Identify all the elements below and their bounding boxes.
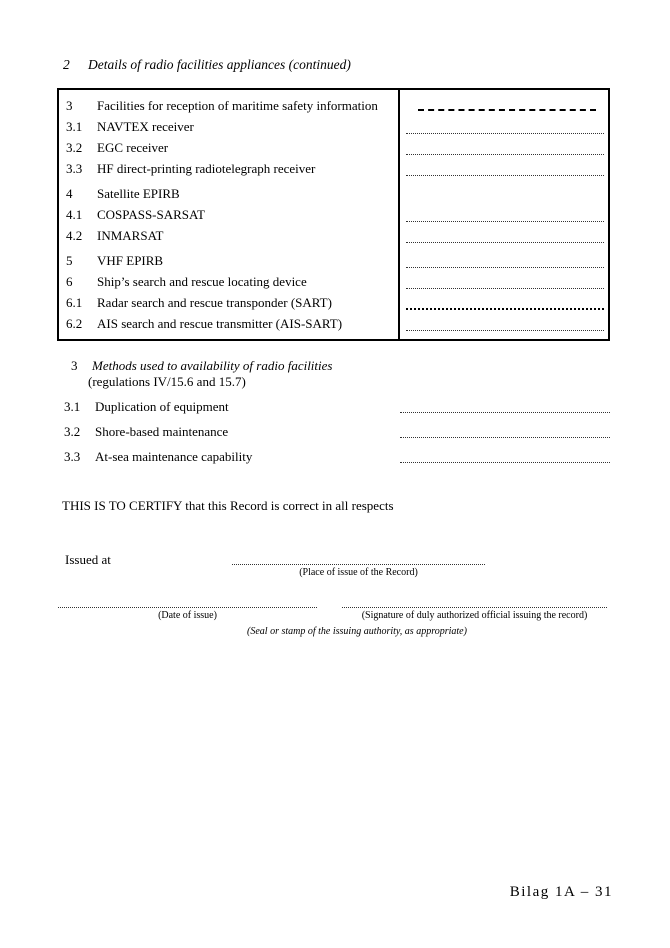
section-2-title: Details of radio facilities appliances (continued) — [88, 57, 351, 72]
item-label: Facilities for reception of maritime safety information — [97, 98, 378, 113]
entry-cell — [398, 116, 608, 137]
certify-statement: THIS IS TO CERTIFY that this Record is correct in all respects — [62, 498, 394, 513]
item-number: 3.3 — [64, 449, 81, 464]
item-number: 3.3 — [66, 161, 83, 176]
entry-blank-line — [400, 412, 610, 413]
item-number: 6.1 — [66, 295, 83, 310]
entry-cell — [398, 183, 608, 204]
item-label: Radar search and rescue transponder (SART) — [97, 295, 332, 310]
table-row — [59, 292, 608, 313]
availability-row — [57, 444, 610, 469]
item-number: 3 — [66, 98, 73, 113]
item-number: 3.1 — [64, 399, 81, 414]
signature-blank-line — [342, 598, 607, 608]
issued-at-label: Issued at — [65, 552, 111, 567]
entry-cell — [398, 158, 608, 179]
availability-row — [57, 394, 610, 419]
entry-blank-line — [406, 221, 604, 222]
item-number: 4 — [66, 186, 73, 201]
item-label: EGC receiver — [97, 140, 169, 155]
item-number: 3.1 — [66, 119, 83, 134]
table-row — [59, 225, 608, 246]
item-label: Satellite EPIRB — [97, 186, 180, 201]
table-row — [59, 158, 608, 179]
item-label: COSPASS-SARSAT — [97, 207, 205, 222]
item-number: 5 — [66, 253, 73, 268]
place-of-issue-blank-line — [232, 555, 485, 565]
section-2-number: 2 — [63, 57, 70, 72]
table-row — [59, 250, 608, 271]
item-number: 6.2 — [66, 316, 83, 331]
entry-cell — [398, 204, 608, 225]
item-number: 3.2 — [64, 424, 81, 439]
item-label: HF direct-printing radiotelegraph receiver — [97, 161, 316, 176]
item-label: At-sea maintenance capability — [95, 449, 253, 464]
item-number: 6 — [66, 274, 73, 289]
entry-cell — [398, 313, 608, 334]
date-of-issue-caption: (Date of issue) — [158, 610, 217, 621]
place-of-issue-caption: (Place of issue of the Record) — [299, 567, 418, 578]
item-label: INMARSAT — [97, 228, 164, 243]
entry-blank-line — [406, 267, 604, 268]
availability-row — [57, 419, 610, 444]
table-row — [59, 183, 608, 204]
entry-blank-line — [406, 154, 604, 155]
section-3-number: 3 — [71, 358, 78, 373]
section-3-subtitle: (regulations IV/15.6 and 15.7) — [88, 374, 246, 389]
availability-rows — [57, 394, 610, 469]
entry-blank-line — [406, 288, 604, 289]
page-number-label: Bilag 1A – 31 — [509, 884, 613, 900]
item-number: 3.2 — [66, 140, 83, 155]
entry-blank-line — [406, 242, 604, 243]
item-label: NAVTEX receiver — [97, 119, 194, 134]
entry-cell — [398, 137, 608, 158]
section-3-heading — [64, 358, 332, 374]
entry-blank-line — [400, 462, 610, 463]
seal-caption: (Seal or stamp of the issuing authority, as appropriate) — [247, 626, 467, 637]
entry-blank-line — [406, 133, 604, 134]
item-number: 4.1 — [66, 207, 83, 222]
table-row — [59, 137, 608, 158]
item-label: Shore-based maintenance — [95, 424, 229, 439]
table-row — [59, 313, 608, 334]
item-number: 4.2 — [66, 228, 83, 243]
entry-cell — [398, 95, 608, 116]
item-label: AIS search and rescue transmitter (AIS-SART) — [97, 316, 343, 331]
item-label: VHF EPIRB — [97, 253, 164, 268]
entry-cell — [398, 225, 608, 246]
item-label: Ship’s search and rescue locating device — [97, 274, 307, 289]
table-row — [59, 271, 608, 292]
table-row — [59, 116, 608, 137]
entry-blank-line — [418, 109, 596, 111]
table-row — [59, 95, 608, 116]
equipment-table — [57, 88, 610, 341]
entry-blank-line — [400, 437, 610, 438]
entry-cell — [398, 271, 608, 292]
entry-blank-line — [406, 330, 604, 331]
table-row — [59, 204, 608, 225]
entry-blank-line — [406, 308, 604, 310]
section-2-heading — [63, 57, 351, 73]
section-3-title: Methods used to availability of radio facilities — [92, 358, 333, 373]
entry-blank-line — [406, 175, 604, 176]
entry-cell — [398, 250, 608, 271]
date-of-issue-blank-line — [58, 598, 317, 608]
signature-caption: (Signature of duly authorized official issuing the record) — [361, 610, 588, 621]
entry-cell — [398, 292, 608, 313]
item-label: Duplication of equipment — [95, 399, 229, 414]
